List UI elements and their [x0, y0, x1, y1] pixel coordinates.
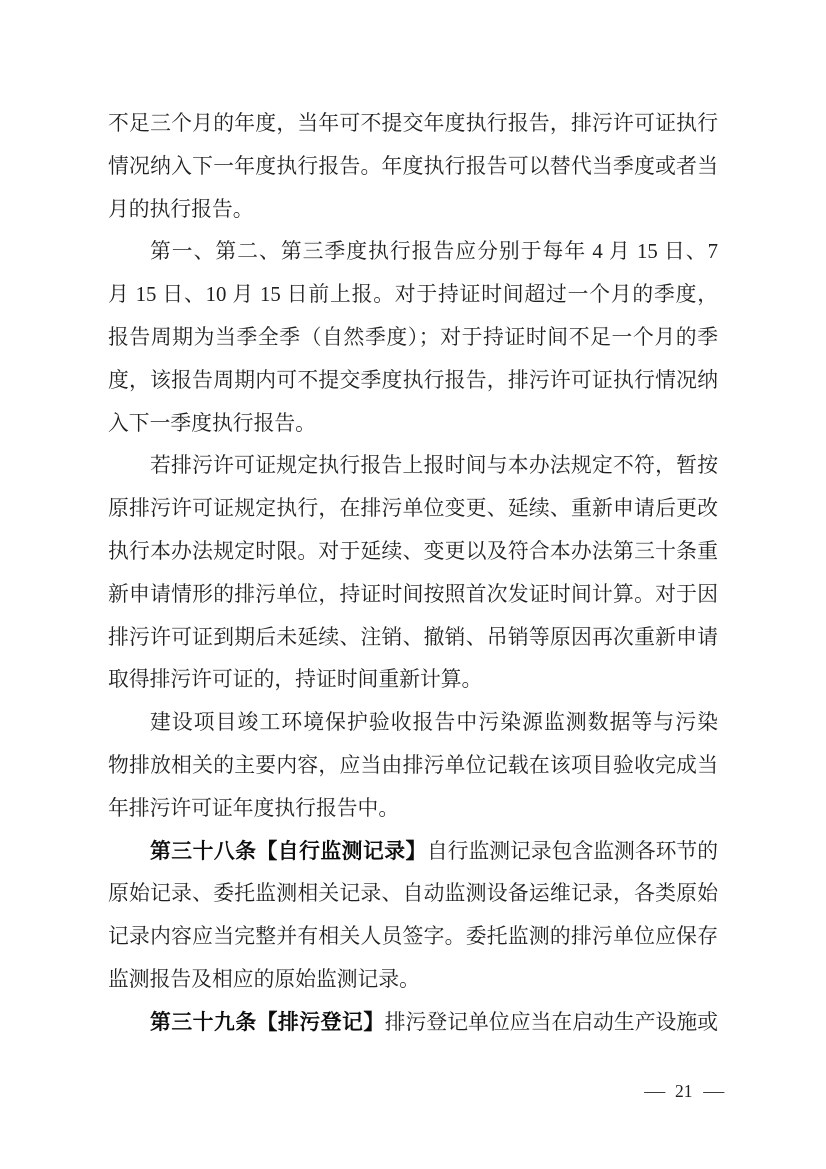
text-line	[108, 659, 718, 702]
line-text: 排污登记单位应当在启动生产设施或	[384, 1010, 718, 1034]
text-line	[108, 702, 718, 745]
line-text: 新申请情形的排污单位，持证时间按照首次发证时间计算。对于因	[108, 582, 718, 606]
page-footer	[643, 1078, 724, 1104]
line-text: 报告周期为当季全季（自然季度）；对于持证时间不足一个月的季	[108, 325, 718, 349]
line-text: 取得排污许可证的，持证时间重新计算。	[108, 668, 483, 692]
line-text: 月的执行报告。	[108, 197, 254, 221]
text-line	[108, 531, 718, 574]
text-line	[108, 873, 718, 916]
text-line	[108, 617, 718, 660]
text-line	[108, 403, 718, 446]
line-text: 自行监测记录包含监测各环节的	[426, 839, 718, 863]
line-text: 入下一季度执行报告。	[108, 411, 316, 435]
document-body	[108, 103, 718, 1045]
line-text: 记录内容应当完整并有相关人员签字。委托监测的排污单位应保存	[108, 925, 718, 949]
line-text: 排污许可证到期后未延续、注销、撤销、吊销等原因再次重新申请	[108, 625, 718, 649]
text-line	[108, 317, 718, 360]
line-text: 第一、第二、第三季度执行报告应分别于每年 4 月 15 日、7	[150, 240, 718, 264]
page-number-dash-left: —	[643, 1080, 665, 1101]
text-line	[108, 745, 718, 788]
text-line	[108, 189, 718, 232]
text-line	[108, 1002, 718, 1045]
line-text: 建设项目竣工环境保护验收报告中污染源监测数据等与污染	[150, 711, 718, 735]
text-line	[108, 488, 718, 531]
text-line	[108, 788, 718, 831]
text-line	[108, 574, 718, 617]
text-line	[108, 103, 718, 146]
line-text: 物排放相关的主要内容，应当由排污单位记载在该项目验收完成当	[108, 753, 718, 777]
text-line	[108, 831, 718, 874]
line-text: 监测报告及相应的原始监测记录。	[108, 967, 420, 991]
line-text: 原排污许可证规定执行，在排污单位变更、延续、重新申请后更改	[108, 497, 718, 521]
text-line	[108, 146, 718, 189]
text-line	[108, 916, 718, 959]
line-text: 月 15 日、10 月 15 日前上报。对于持证时间超过一个月的季度，	[108, 283, 718, 307]
article-heading: 第三十八条【自行监测记录】	[150, 839, 427, 863]
page-number: 21	[675, 1080, 693, 1101]
text-line	[108, 445, 718, 488]
text-line	[108, 959, 718, 1002]
line-text: 度，该报告周期内可不提交季度执行报告，排污许可证执行情况纳	[108, 368, 718, 392]
line-text: 年排污许可证年度执行报告中。	[108, 796, 400, 820]
line-text: 若排污许可证规定执行报告上报时间与本办法规定不符，暂按	[150, 454, 718, 478]
page-number-dash-right: —	[702, 1080, 724, 1101]
text-line	[108, 231, 718, 274]
line-text: 原始记录、委托监测相关记录、自动监测设备运维记录，各类原始	[108, 882, 718, 906]
line-text: 情况纳入下一年度执行报告。年度执行报告可以替代当季度或者当	[108, 154, 718, 178]
text-line	[108, 360, 718, 403]
line-text: 执行本办法规定时限。对于延续、变更以及符合本办法第三十条重	[108, 539, 718, 563]
article-heading: 第三十九条【排污登记】	[150, 1010, 385, 1034]
text-line	[108, 274, 718, 317]
line-text: 不足三个月的年度，当年可不提交年度执行报告，排污许可证执行	[108, 112, 718, 135]
